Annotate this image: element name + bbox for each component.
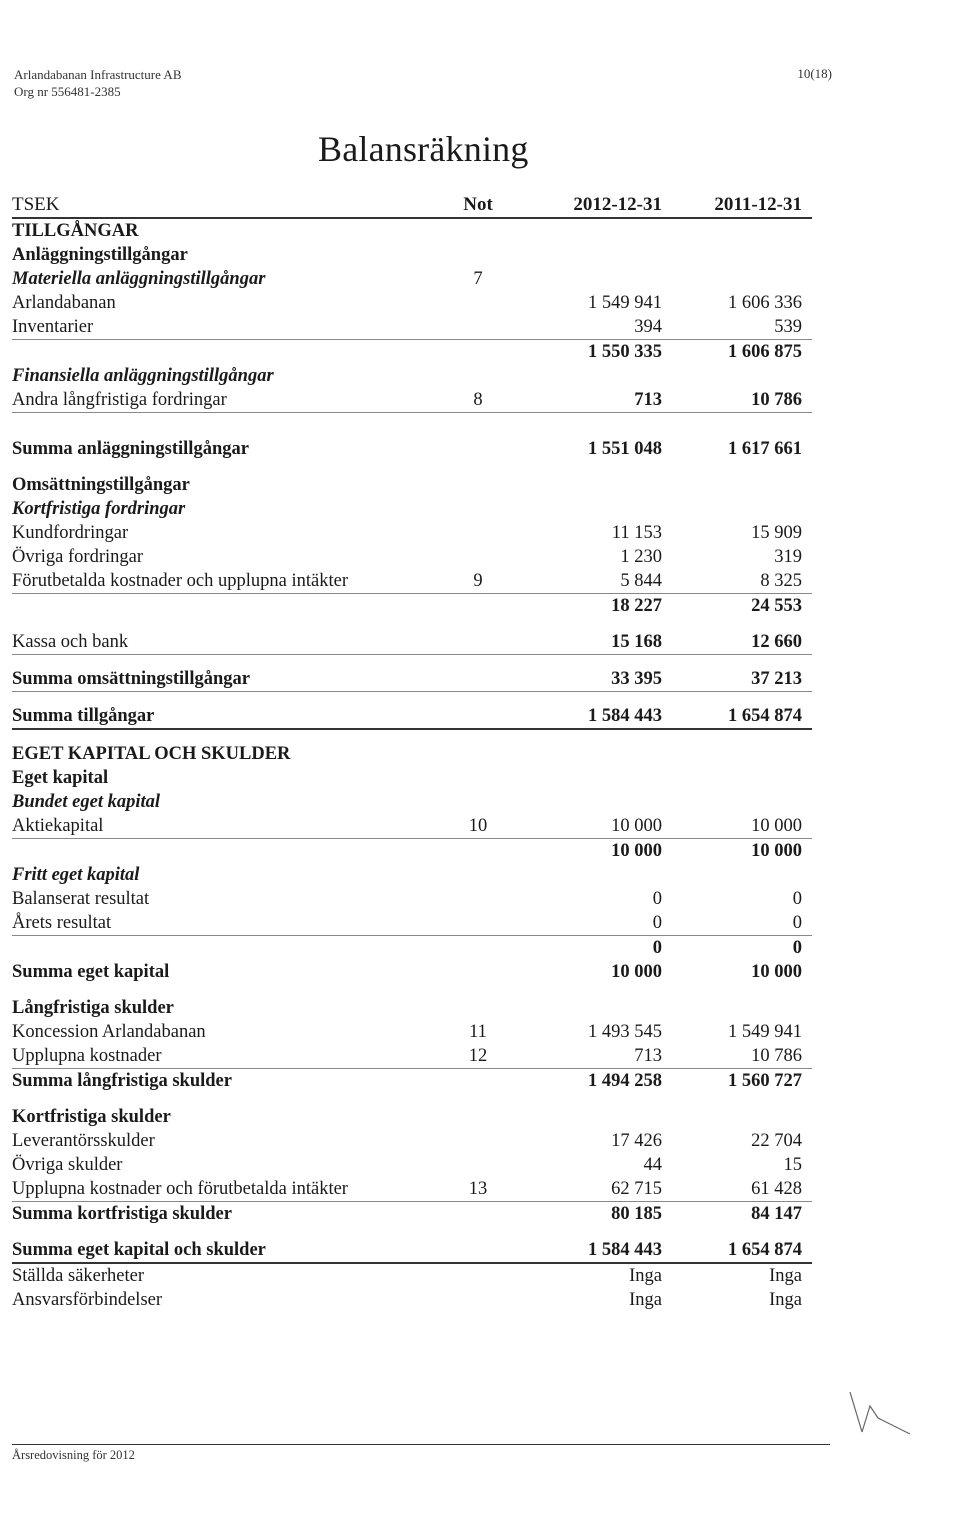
subsection-heading: Fritt eget kapital [12,865,140,885]
table-row: Inventarier 394 539 [12,315,812,340]
handwritten-initials-mark [840,1388,920,1438]
company-name: Arlandabanan Infrastructure AB [14,67,182,82]
table-row: Årets resultat 0 0 [12,911,812,936]
section-heading: Eget kapital [12,768,109,788]
subsection-heading: Materiella anläggningstillgångar 7 [12,267,812,291]
total-row: Summa långfristiga skulder 1 494 258 1 560 727 [12,1071,802,1091]
year2-column-header: 2011-12-31 [714,194,802,215]
table-row: Leverantörsskulder 17 426 22 704 [12,1131,802,1151]
table-row: Koncession Arlandabanan 11 1 493 545 1 549 941 [12,1022,802,1042]
unit-label: TSEK [12,194,60,215]
footer-divider [12,1444,830,1445]
table-row: Ställda säkerheter Inga Inga [12,1266,802,1286]
total-row: Summa eget kapital 10 000 10 000 [12,962,802,982]
page-header [14,66,182,100]
total-row: Summa tillgångar 1 584 443 1 654 874 [12,704,812,730]
page-title: Balansräkning [318,129,529,169]
table-row: Övriga skulder 44 15 [12,1155,802,1175]
table-row: Övriga fordringar 1 230 319 [12,547,802,567]
subtotal-row: 0 0 [652,938,802,958]
note-ref: 7 [473,269,483,289]
balance-sheet-table [12,193,812,1312]
section-heading: Anläggningstillgångar [12,245,188,265]
section-heading: Långfristiga skulder [12,998,174,1018]
total-row: Summa omsättningstillgångar 33 395 37 213 [12,667,812,692]
table-row: Ansvarsförbindelser Inga Inga [12,1290,802,1310]
total-row: Summa anläggningstillgångar 1 551 048 1 617 661 [12,439,802,459]
table-row: Upplupna kostnader 12 713 10 786 [12,1044,812,1069]
org-number: Org nr 556481-2385 [14,84,121,99]
table-row: Upplupna kostnader och förutbetalda intäkter 13 62 715 61 428 [12,1177,812,1202]
table-row: Aktiekapital 10 10 000 10 000 [12,814,812,839]
section-heading: Kortfristiga skulder [12,1107,171,1127]
note-column-header: Not [463,194,493,215]
table-row: Balanserat resultat 0 0 [12,889,802,909]
grand-total-row: Summa eget kapital och skulder 1 584 443 1 654 874 [12,1238,812,1264]
page-number: 10(18) [797,66,832,81]
column-header-row [12,193,812,219]
year1-column-header: 2012-12-31 [573,194,662,215]
table-row: Kassa och bank 15 168 12 660 [12,630,812,655]
subtotal-row: 10 000 10 000 [611,841,802,861]
section-heading: TILLGÅNGAR [12,221,139,241]
subtotal-row: 1 550 335 1 606 875 [588,342,802,362]
section-heading: EGET KAPITAL OCH SKULDER [12,744,291,764]
section-heading: Omsättningstillgångar [12,475,190,495]
table-row: Förutbetalda kostnader och upplupna intäkter 9 5 844 8 325 [12,569,812,594]
subsection-heading: Kortfristiga fordringar [12,499,186,519]
total-row: Summa kortfristiga skulder 80 185 84 147 [12,1204,802,1224]
page-footer: Årsredovisning för 2012 [12,1448,135,1462]
subtotal-row: 18 227 24 553 [611,596,802,616]
table-row: Andra långfristiga fordringar 8 713 10 786 [12,388,812,413]
subsection-heading: Finansiella anläggningstillgångar [12,366,274,386]
table-row: Kundfordringar 11 153 15 909 [12,523,802,543]
subsection-heading: Bundet eget kapital [12,792,160,812]
table-row: Arlandabanan 1 549 941 1 606 336 [12,293,802,313]
